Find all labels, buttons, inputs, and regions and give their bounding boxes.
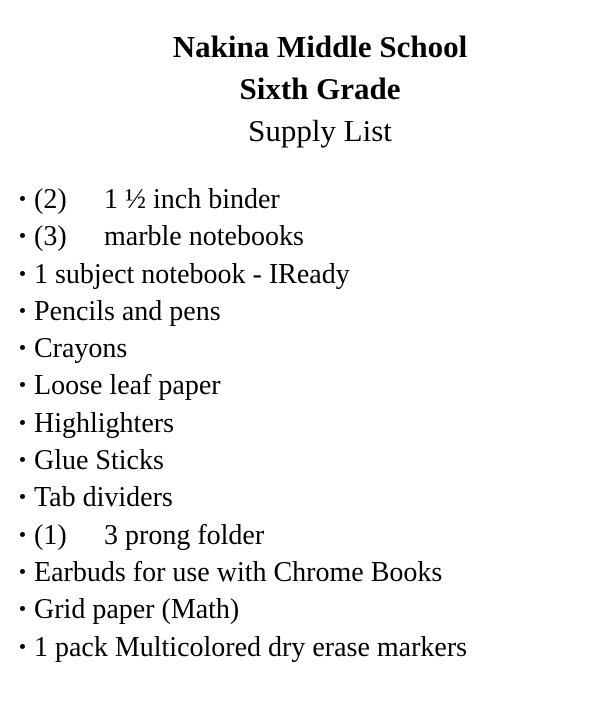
item-text: Highlighters [34, 407, 174, 439]
list-item [20, 479, 467, 516]
bullet-icon [20, 271, 25, 276]
list-title: Supply List [248, 113, 392, 148]
item-text: Crayons [34, 333, 128, 365]
list-item [20, 442, 467, 479]
item-text: Tab dividers [34, 482, 173, 514]
list-item [20, 293, 467, 330]
item-text: Grid paper (Math) [34, 594, 240, 626]
list-item [20, 218, 467, 255]
bullet-icon [20, 606, 25, 611]
bullet-icon [20, 644, 25, 649]
item-text: Loose leaf paper [34, 370, 221, 402]
item-text: marble notebooks [104, 221, 304, 253]
list-item [20, 554, 467, 591]
bullet-icon [20, 494, 25, 499]
item-text: 1 ½ inch binder [104, 184, 280, 215]
bullet-icon [20, 457, 25, 462]
bullet-icon [20, 308, 25, 313]
supply-list [20, 181, 467, 666]
bullet-icon [20, 233, 25, 238]
bullet-icon [20, 532, 25, 537]
list-item [20, 330, 467, 367]
bullet-icon [20, 420, 25, 425]
bullet-icon [20, 382, 25, 387]
item-text: Glue Sticks [34, 445, 164, 477]
bullet-icon [20, 569, 25, 574]
item-quantity: (1) [34, 519, 67, 551]
list-item [20, 256, 467, 293]
item-text: 1 subject notebook - IReady [34, 258, 350, 290]
list-item [20, 629, 467, 666]
list-item [20, 181, 467, 218]
document-header [20, 26, 601, 152]
grade-level: Sixth Grade [239, 71, 401, 106]
item-text: 1 pack Multicolored dry erase markers [34, 631, 468, 663]
item-text: Earbuds for use with Chrome Books [34, 556, 443, 588]
list-item [20, 591, 467, 628]
item-text: 3 prong folder [104, 519, 265, 551]
list-item [20, 517, 467, 554]
item-text: Pencils and pens [34, 295, 221, 327]
school-name: Nakina Middle School [172, 29, 468, 64]
list-item [20, 405, 467, 442]
bullet-icon [20, 345, 25, 350]
list-item [20, 367, 467, 404]
item-quantity: (3) [34, 221, 67, 253]
item-quantity: (2) [34, 184, 67, 215]
bullet-icon [20, 196, 25, 201]
